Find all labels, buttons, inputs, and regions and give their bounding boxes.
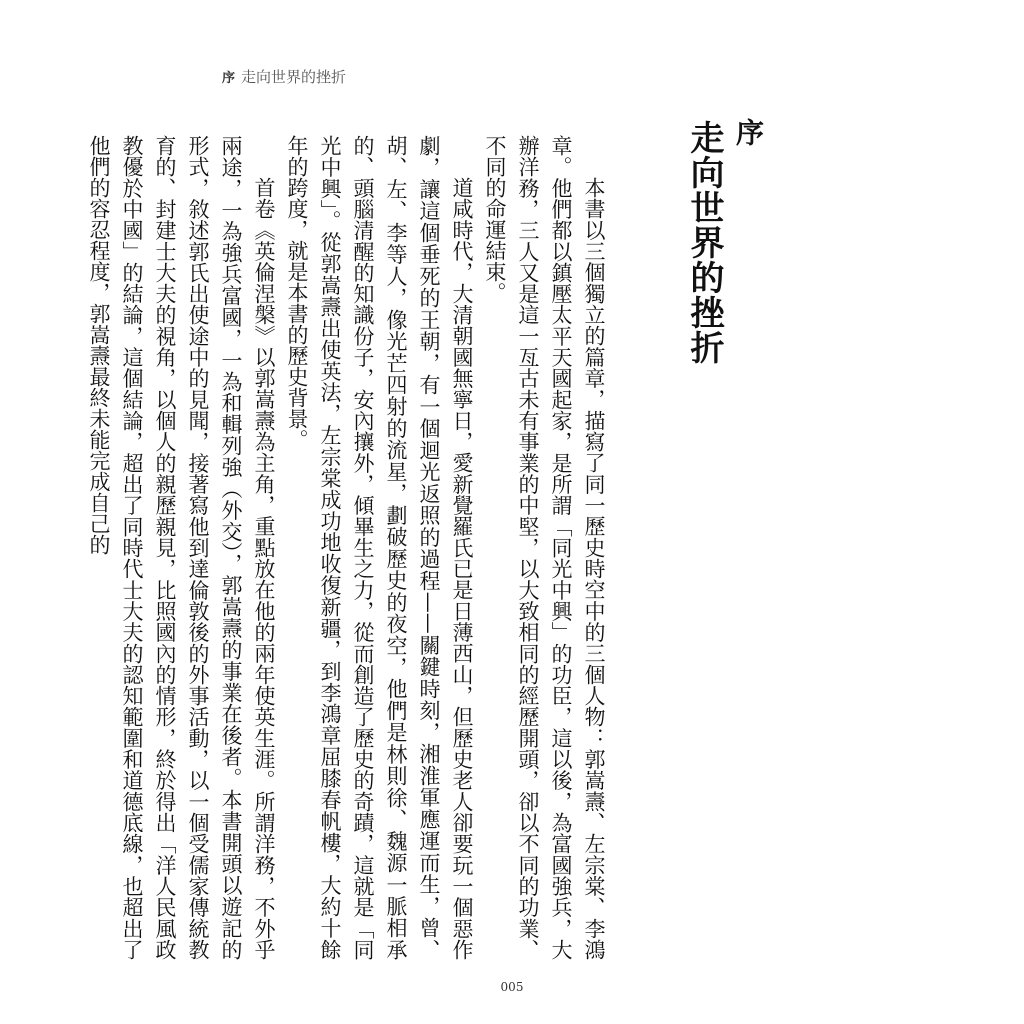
running-header-title: 走向世界的挫折 [241, 68, 347, 86]
paragraph-3: 首卷《英倫涅槃》以郭嵩燾為主角，重點放在他的兩年使英生涯。所謂洋務，不外乎兩途，一為強兵富國，一為和輯列強（外交），郭嵩燾的事業在後者。本書開頭以遊記的形式，敘述郭氏出使途中的見聞，接著寫他到達倫敦後的外事活動，以一個受儒家傳統教育的、封建士大夫的視角，以個人的親歷親見，比照國內的情形，終於得出「洋人民風政教優於中國」的結論，這個結論，超出了同時代士大夫的認知範圍和道德底線，也超出了他們的容忍程度，郭嵩燾最終未能完成自己的 [87, 135, 276, 960]
running-header [222, 66, 346, 87]
chapter-title: 走向世界的挫折 [684, 120, 724, 365]
paragraph-2: 道咸時代，大清朝國無寧日，愛新覺羅氏已是日薄西山，但歷史老人卻要玩一個惡作劇，讓這個垂死的王朝，有一個迴光返照的過程——關鍵時刻，湘淮軍應運而生，曾、胡、左、李等人，像光芒四射的流星，劃破歷史的夜空，他們是林則徐、魏源一脈相承的、頭腦清醒的知識份子，安內攘外，傾畢生之力，從而創造了歷史的奇蹟，這就是「同光中興」。從郭嵩燾出使英法，左宗棠成功地收復新疆，到李鴻章屈膝春帆樓，大約十餘年的跨度，就是本書的歷史背景。 [285, 135, 474, 960]
page-number: 005 [500, 980, 524, 994]
paragraph-1: 本書以三個獨立的篇章，描寫了同一歷史時空中的三個人物：郭嵩燾、左宗棠、李鴻章。他們都以鎮壓太平天國起家，是所謂「同光中興」的功臣，這以後，為富國強兵，大辦洋務，三人又是這一亙古未有事業的中堅，以大致相同的經歷開頭，卻以不同的功業、不同的命運結束。 [483, 135, 606, 960]
body-text [87, 135, 610, 960]
running-header-label: 序 [222, 71, 236, 86]
chapter-label: 序 [732, 118, 765, 146]
